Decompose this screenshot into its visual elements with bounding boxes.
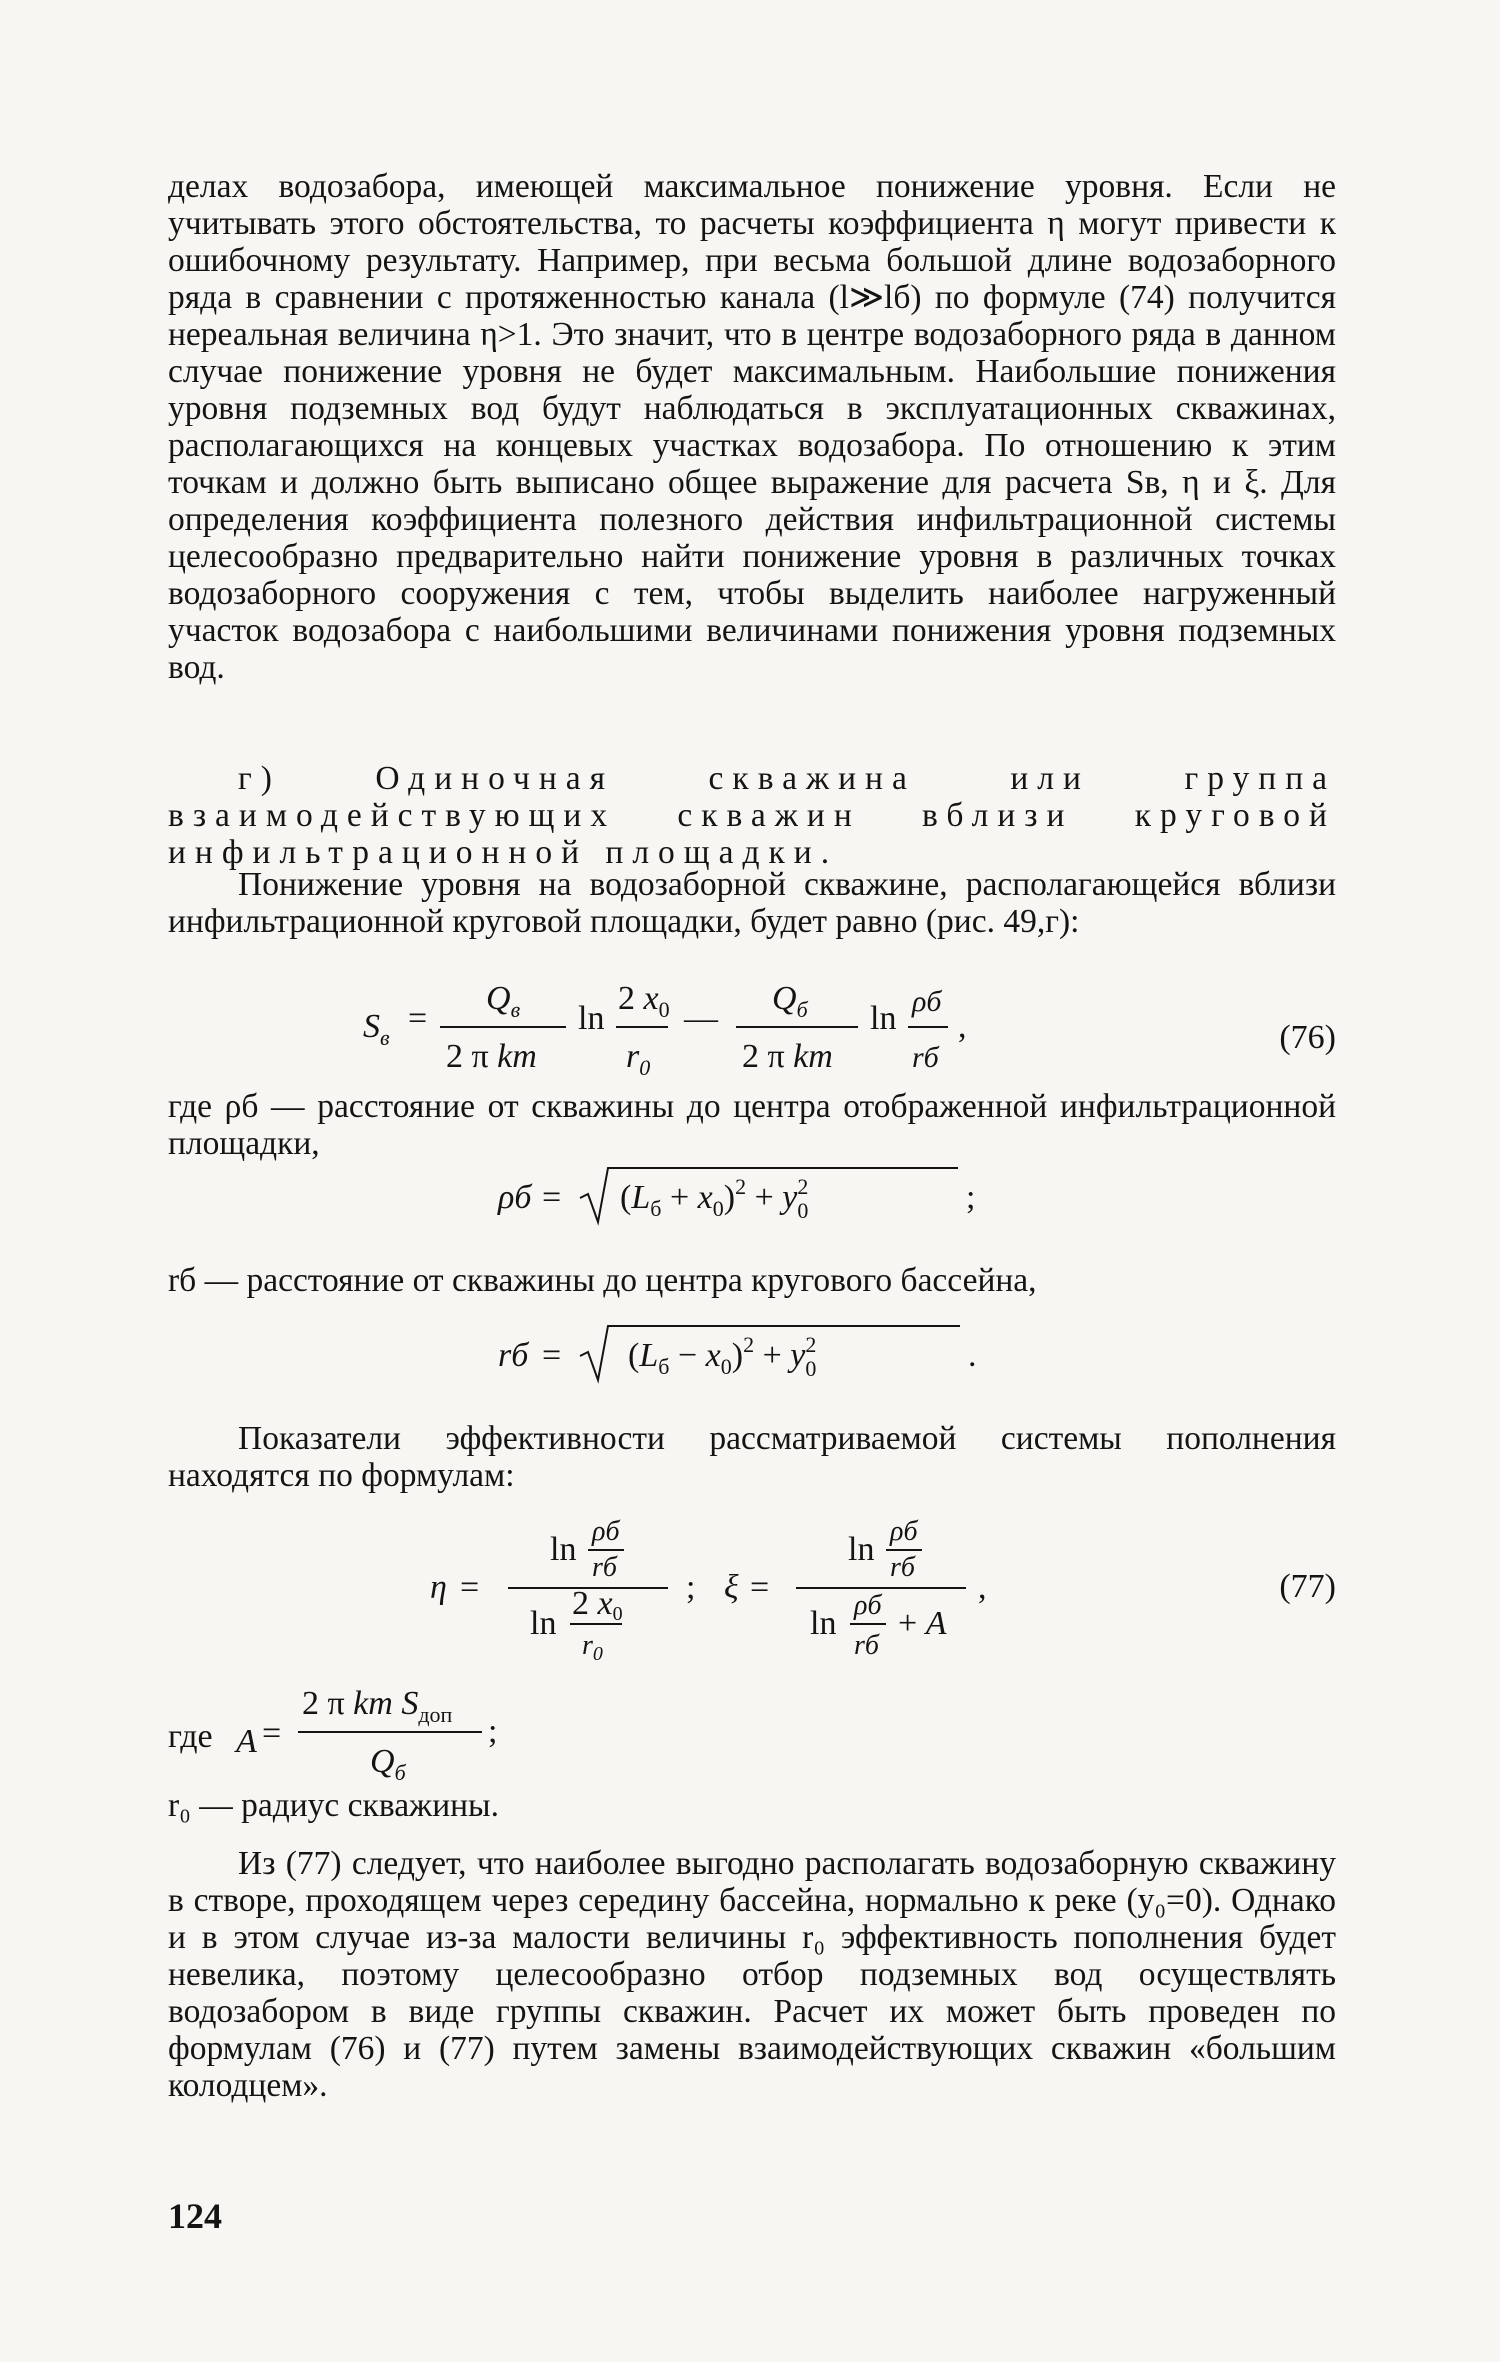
equation-number-76: (76) (1279, 1019, 1336, 1056)
svg-text:=: = (262, 1715, 282, 1752)
svg-text:ρб: ρб (498, 1179, 532, 1216)
where-rho-text: где ρб — расстояние от скважины до центра отображенной инфильтрационной площадки, (168, 1088, 1336, 1162)
svg-text:,: , (958, 1008, 967, 1045)
svg-text:A: A (236, 1723, 257, 1760)
svg-text:ln: ln (550, 1531, 577, 1568)
svg-text:rб: rб (912, 1041, 939, 1074)
svg-text:ρб: ρб (912, 985, 942, 1018)
svg-text:Qв: $Q_в$ (486, 980, 521, 1022)
svg-text:—: — (684, 1000, 718, 1037)
svg-text:ln: ln (530, 1605, 557, 1642)
svg-text:rб: rб (890, 1552, 915, 1583)
svg-text:=: = (542, 1179, 562, 1216)
formula-77-graphic (168, 1510, 1168, 1665)
svg-text:rб: rб (854, 1630, 879, 1661)
svg-text:ln: ln (848, 1531, 875, 1568)
formula-r-graphic (168, 1318, 1168, 1388)
svg-text:,: , (978, 1569, 987, 1606)
section-heading-g (168, 760, 1336, 871)
formula-77 (168, 1510, 1336, 1665)
where-r-text: rб — расстояние от скважины до центра кругового бассейна, (168, 1262, 1037, 1299)
svg-text:r0: $r_0$ (626, 1038, 651, 1080)
svg-text:2 x0: 2 $x_0$ (618, 980, 670, 1022)
where-rho (168, 1088, 1336, 1162)
equation-number-77: (77) (1279, 1568, 1336, 1605)
paragraph-4-text: Из (77) следует, что наиболее выгодно располагать водозаборную скважину в створе, проходящем через середину бассейна, нормально к реке (y₀=0). Однако и в этом случае из-за малости величины r₀ эффективность пополнения будет невелика, поэтому целесообразно отбор подземных вод осуществлять водозабором в виде группы скважин. Расчет их может быть проведен по формулам (76) и (77) путем замены взаимодействующих скважин «большим колодцем». (168, 1845, 1336, 2104)
formula-76 (168, 975, 1336, 1085)
formula-76-graphic (168, 975, 1168, 1085)
formula-r (168, 1318, 1336, 1388)
paragraph-2 (168, 866, 1336, 940)
svg-text:.: . (968, 1337, 977, 1374)
svg-text:;: ; (488, 1713, 498, 1750)
svg-text:Qб: $Q_б$ (370, 1743, 406, 1785)
svg-text:Sв: $S_в$ (363, 1008, 390, 1050)
svg-text:;: ; (686, 1569, 696, 1606)
where-A-prefix: где (168, 1718, 213, 1755)
svg-text:2 π km: 2 π km (446, 1038, 537, 1075)
svg-text:=: = (542, 1337, 562, 1374)
svg-text:2 π km Sдоп: 2 π km $S_{доп}$ (302, 1685, 453, 1727)
heading-g-text: г) Одиночная скважина или группа взаимодействующих скважин вблизи круговой инфильтрационной площадки. (168, 760, 1336, 871)
svg-text:ξ: ξ (724, 1569, 739, 1606)
svg-text:=: = (750, 1569, 770, 1606)
paragraph-1 (168, 168, 1336, 686)
paragraph-2-text: Понижение уровня на водозаборной скважине, располагающейся вблизи инфильтрационной круговой площадки, будет равно (рис. 49,г): (168, 866, 1336, 940)
where-r0 (168, 1787, 1336, 1824)
svg-text:ln: ln (870, 1000, 897, 1037)
svg-text:=: = (460, 1569, 480, 1606)
svg-text:(Lб + x0)2 + y20: $(L_б + x_0)^2 + y^2$ 0 (620, 1174, 809, 1223)
svg-text:rб: rб (498, 1337, 529, 1374)
paragraph-3-text: Показатели эффективности рассматриваемой системы пополнения находятся по формулам: (168, 1420, 1336, 1494)
svg-text:Qб: $Q_б$ (772, 980, 808, 1022)
svg-text:ρб: ρб (854, 1590, 882, 1621)
svg-text:r0: $r_0$ (582, 1630, 603, 1665)
formula-rho-graphic (168, 1160, 1168, 1230)
svg-text:ln: ln (578, 1000, 605, 1037)
formula-A-graphic (230, 1680, 630, 1785)
where-A (168, 1680, 1336, 1785)
paragraph-3 (168, 1420, 1336, 1494)
paragraph-4 (168, 1845, 1336, 2104)
svg-text:ρб: ρб (890, 1516, 918, 1547)
svg-text:2 π km: 2 π km (742, 1038, 833, 1075)
svg-text:ρб: ρб (592, 1516, 620, 1547)
where-r (168, 1262, 1336, 1299)
svg-text:2 x0: 2 x0 (572, 1585, 623, 1625)
svg-text:ln: ln (810, 1605, 837, 1642)
svg-text:rб: rб (592, 1552, 617, 1583)
svg-text:η: η (430, 1569, 447, 1606)
svg-text:;: ; (966, 1179, 976, 1216)
svg-text:(Lб − x0)2 + y20: $(L_б - x_0)^2 + y^2$ 0 (628, 1332, 817, 1381)
where-r0-text: r₀ — радиус скважины. (168, 1787, 499, 1824)
svg-text:=: = (408, 1000, 428, 1037)
svg-text:+ A: + A (898, 1605, 947, 1642)
formula-rho (168, 1160, 1336, 1230)
page-number: 124 (168, 2196, 222, 2236)
paragraph-1-text: делах водозабора, имеющей максимальное понижение уровня. Если не учитывать этого обстоятельства, то расчеты коэффициента η могут привести к ошибочному результату. Например, при весьма большой длине водозаборного ряда в сравнении с протяженностью канала (l≫lб) по формуле (74) получится нереальная величина η>1. Это значит, что в центре водозаборного ряда в данном случае понижение уровня не будет максимальным. Наибольшие понижения уровня подземных вод будут наблюдаться в эксплуатационных скважинах, располагающихся на концевых участках водозабора. По отношению к этим точкам и должно быть выписано общее выражение для расчета Sв, η и ξ. Для определения коэффициента полезного действия инфильтрационной системы целесообразно предварительно найти понижение уровня в различных точках водозаборного сооружения с тем, чтобы выделить наиболее нагруженный участок водозабора с наибольшими величинами понижения уровня подземных вод. (168, 168, 1336, 686)
